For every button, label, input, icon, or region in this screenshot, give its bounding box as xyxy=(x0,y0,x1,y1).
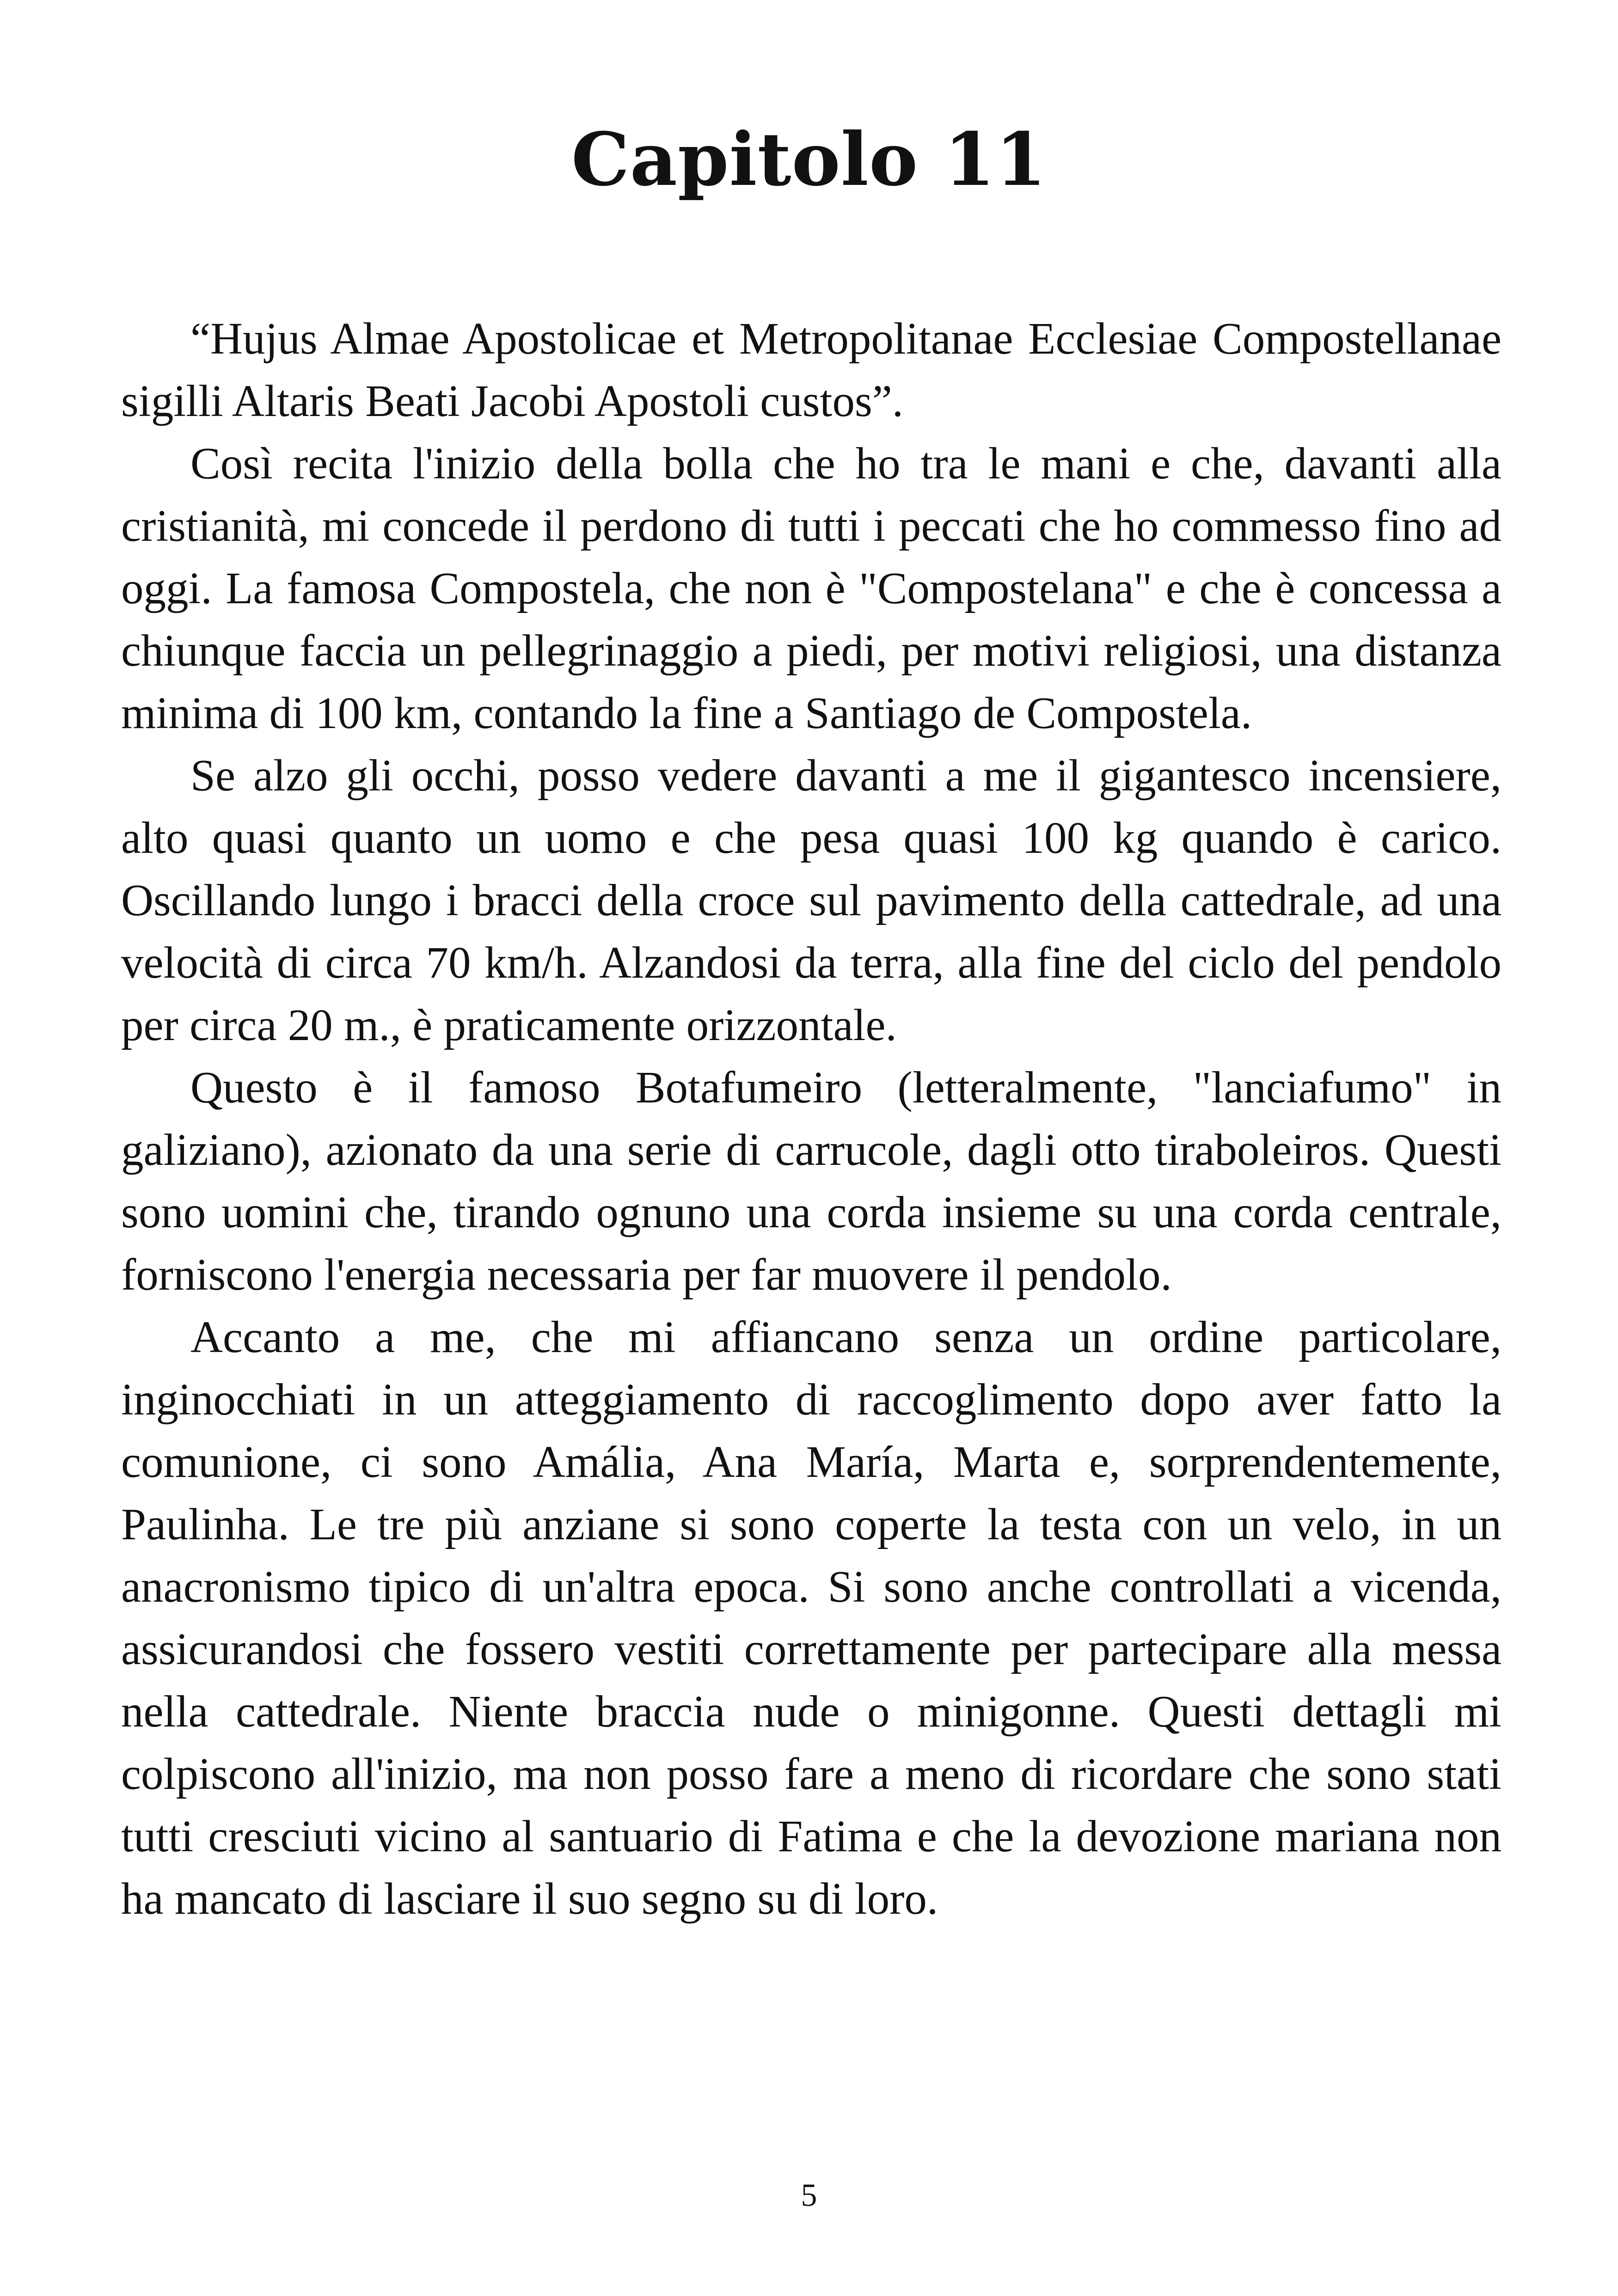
paragraph-5: Accanto a me, che mi affiancano senza un ordine particolare, inginocchiati in un atteggiamento di raccoglimento dopo aver fatto la comunione, ci sono Amália, Ana María, Marta e, sorprendentemente, Paulinha. Le tre più anziane si sono coperte la testa con un velo, in un anacronismo tipico di un'altra epoca. Si sono anche controllati a vicenda, assicurandosi che fossero vestiti correttamente per partecipare alla messa nella cattedrale. Niente braccia nude o minigonne. Questi dettagli mi colpiscono all'inizio, ma non posso fare a meno di ricordare che sono stati tutti cresciuti vicino al santuario di Fatima e che la devozione mariana non ha mancato di lasciare il suo segno su di loro. xyxy=(121,1312,1502,1923)
page-number: 5 xyxy=(801,2178,817,2213)
paragraph-2: Così recita l'inizio della bolla che ho tra le mani e che, davanti alla cristianità, mi concede il perdono di tutti i peccati che ho commesso fino ad oggi. La famosa Compostela, che non è "Compostelana" e che è concessa a chiunque faccia un pellegrinaggio a piedi, per motivi religiosi, una distanza minima di 100 km, contando la fine a Santiago de Compostela. xyxy=(121,439,1502,738)
chapter-body xyxy=(121,307,1502,1930)
paragraph-4: Questo è il famoso Botafumeiro (letteralmente, "lanciafumo" in galiziano), azionato da una serie di carrucole, dagli otto tiraboleiros. Questi sono uomini che, tirando ognuno una corda insieme su una corda centrale, forniscono l'energia necessaria per far muovere il pendolo. xyxy=(121,1063,1502,1299)
chapter-title: Capitolo 11 xyxy=(571,117,1047,202)
paragraph-1: “Hujus Almae Apostolicae et Metropolitanae Ecclesiae Compostellanae sigilli Altaris Beati Jacobi Apostoli custos”. xyxy=(121,314,1502,426)
paragraph-3: Se alzo gli occhi, posso vedere davanti a me il gigantesco incensiere, alto quasi quanto un uomo e che pesa quasi 100 kg quando è carico. Oscillando lungo i bracci della croce sul pavimento della cattedrale, ad una velocità di circa 70 km/h. Alzandosi da terra, alla fine del ciclo del pendolo per circa 20 m., è praticamente orizzontale. xyxy=(121,751,1502,1050)
